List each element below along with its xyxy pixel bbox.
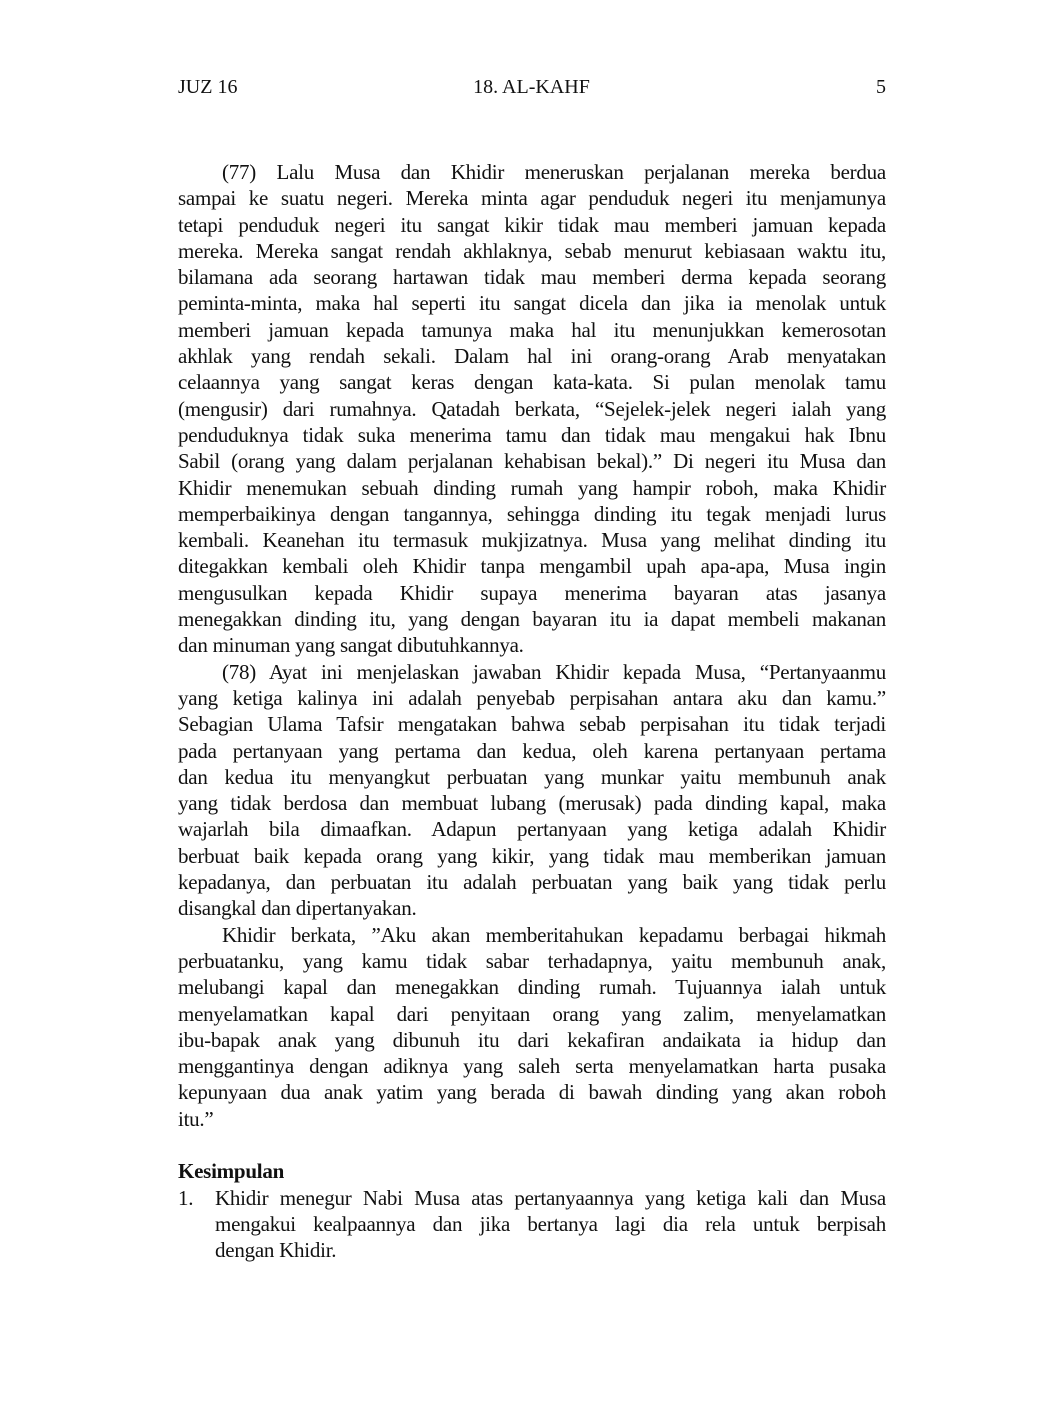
text-line: mereka. Mereka sangat rendah akhlaknya, sebab menurut kebiasaan waktu itu, xyxy=(178,238,886,263)
list-number: 1. xyxy=(178,1185,194,1210)
text-line: kepunyaan dua anak yatim yang berada di bawah dinding yang akan roboh xyxy=(178,1080,886,1105)
text-line: perbuatanku, yang kamu tidak sabar terhadapnya, yaitu membunuh anak, xyxy=(178,948,886,973)
text-line: ditegakkan kembali oleh Khidir tanpa mengambil upah apa-apa, Musa ingin xyxy=(178,554,886,579)
text-line: dan minuman yang sangat dibutuhkannya. xyxy=(178,633,524,658)
text-line: peminta-minta, maka hal seperti itu sangat dicela dan jika ia menolak untuk xyxy=(178,291,886,316)
conclusion-list xyxy=(178,1185,886,1264)
text-line: Khidir berkata, ”Aku akan memberitahukan kepadamu berbagai hikmah xyxy=(222,922,886,947)
text-line: (77) Lalu Musa dan Khidir meneruskan perjalanan mereka berdua xyxy=(222,160,886,184)
page-number: 5 xyxy=(876,76,886,98)
text-line: (78) Ayat ini menjelaskan jawaban Khidir kepada Musa, “Pertanyaanmu xyxy=(222,659,886,684)
list-item xyxy=(178,1185,886,1264)
text-line: kembali. Keanehan itu termasuk mukjizatnya. Musa yang melihat dinding itu xyxy=(178,528,886,553)
text-line: dengan Khidir. xyxy=(215,1238,337,1263)
text-line: menyelamatkan kapal dari penyitaan orang yang zalim, menyelamatkan xyxy=(178,1001,886,1026)
text-line: ibu-bapak anak yang dibunuh itu dari kekafiran andaikata ia hidup dan xyxy=(178,1027,886,1052)
section-heading: Kesimpulan xyxy=(178,1159,285,1184)
text-line: melubangi kapal dan menegakkan dinding rumah. Tujuannya ialah untuk xyxy=(178,975,886,1000)
text-line: celaannya yang sangat keras dengan kata-kata. Si pulan menolak tamu xyxy=(178,370,886,395)
paragraph xyxy=(178,659,886,922)
paragraphs xyxy=(178,159,886,1132)
text-line: berbuat baik kepada orang yang kikir, yang tidak mau memberikan jamuan xyxy=(178,843,886,868)
text-line: tetapi penduduk negeri itu sangat kikir tidak mau memberi jamuan kepada xyxy=(178,212,886,237)
text-line: wajarlah bila dimaafkan. Adapun pertanyaan yang ketiga adalah Khidir xyxy=(178,817,886,842)
text-line: pada pertanyaan yang pertama dan kedua, oleh karena pertanyaan pertama xyxy=(178,738,886,763)
text-line: menggantinya dengan adiknya yang saleh serta menyelamatkan harta pusaka xyxy=(178,1054,886,1079)
text-line: yang ketiga kalinya ini adalah penyebab perpisahan antara aku dan kamu.” xyxy=(178,685,886,710)
text-line: dan kedua itu menyangkut perbuatan yang munkar yaitu membunuh anak xyxy=(178,764,886,789)
text-line: sampai ke suatu negeri. Mereka minta agar penduduk negeri itu menjamunya xyxy=(178,186,886,211)
text-line: bilamana ada seorang hartawan tidak mau memberi derma kepada seorang xyxy=(178,265,886,290)
text-line: mengusulkan kepada Khidir supaya menerima bayaran atas jasanya xyxy=(178,580,886,605)
text-line: itu.” xyxy=(178,1106,214,1131)
text-line: yang tidak berdosa dan membuat lubang (merusak) pada dinding kapal, maka xyxy=(178,791,886,816)
text-line: menegakkan dinding itu, yang dengan bayaran itu ia dapat membeli makanan xyxy=(178,607,886,632)
text-line: akhlak yang rendah sekali. Dalam hal ini orang-orang Arab menyatakan xyxy=(178,344,886,369)
text-line: penduduknya tidak suka menerima tamu dan tidak mau mengakui hak Ibnu xyxy=(178,422,886,447)
paragraph xyxy=(178,922,886,1132)
text-line: Sebagian Ulama Tafsir mengatakan bahwa sebab perpisahan itu tidak terjadi xyxy=(178,712,886,737)
text-line: disangkal dan dipertanyakan. xyxy=(178,896,417,921)
text-line: Khidir menegur Nabi Musa atas pertanyaannya yang ketiga kali dan Musa xyxy=(215,1185,886,1210)
text-line: memberi jamuan kepada tamunya maka hal itu menunjukkan kemerosotan xyxy=(178,317,886,342)
text-line: kepadanya, dan perbuatan itu adalah perbuatan yang baik yang tidak perlu xyxy=(178,870,886,895)
text-line: (mengusir) dari rumahnya. Qatadah berkata, “Sejelek-jelek negeri ialah yang xyxy=(178,396,886,421)
spacer xyxy=(178,1132,886,1158)
running-header-surah: 18. AL-KAHF xyxy=(473,76,590,98)
text-line: Khidir menemukan sebuah dinding rumah yang hampir roboh, maka Khidir xyxy=(178,475,886,500)
text-line: memperbaikinya dengan tangannya, sehingga dinding itu tegak menjadi lurus xyxy=(178,501,886,526)
paragraph xyxy=(178,159,886,659)
text-line: mengakui kealpaannya dan jika bertanya lagi dia rela untuk berpisah xyxy=(215,1211,886,1236)
text-line: Sabil (orang yang dalam perjalanan kehabisan bekal).” Di negeri itu Musa dan xyxy=(178,449,886,474)
page-body xyxy=(178,159,886,1263)
running-header-juz: JUZ 16 xyxy=(178,76,238,98)
